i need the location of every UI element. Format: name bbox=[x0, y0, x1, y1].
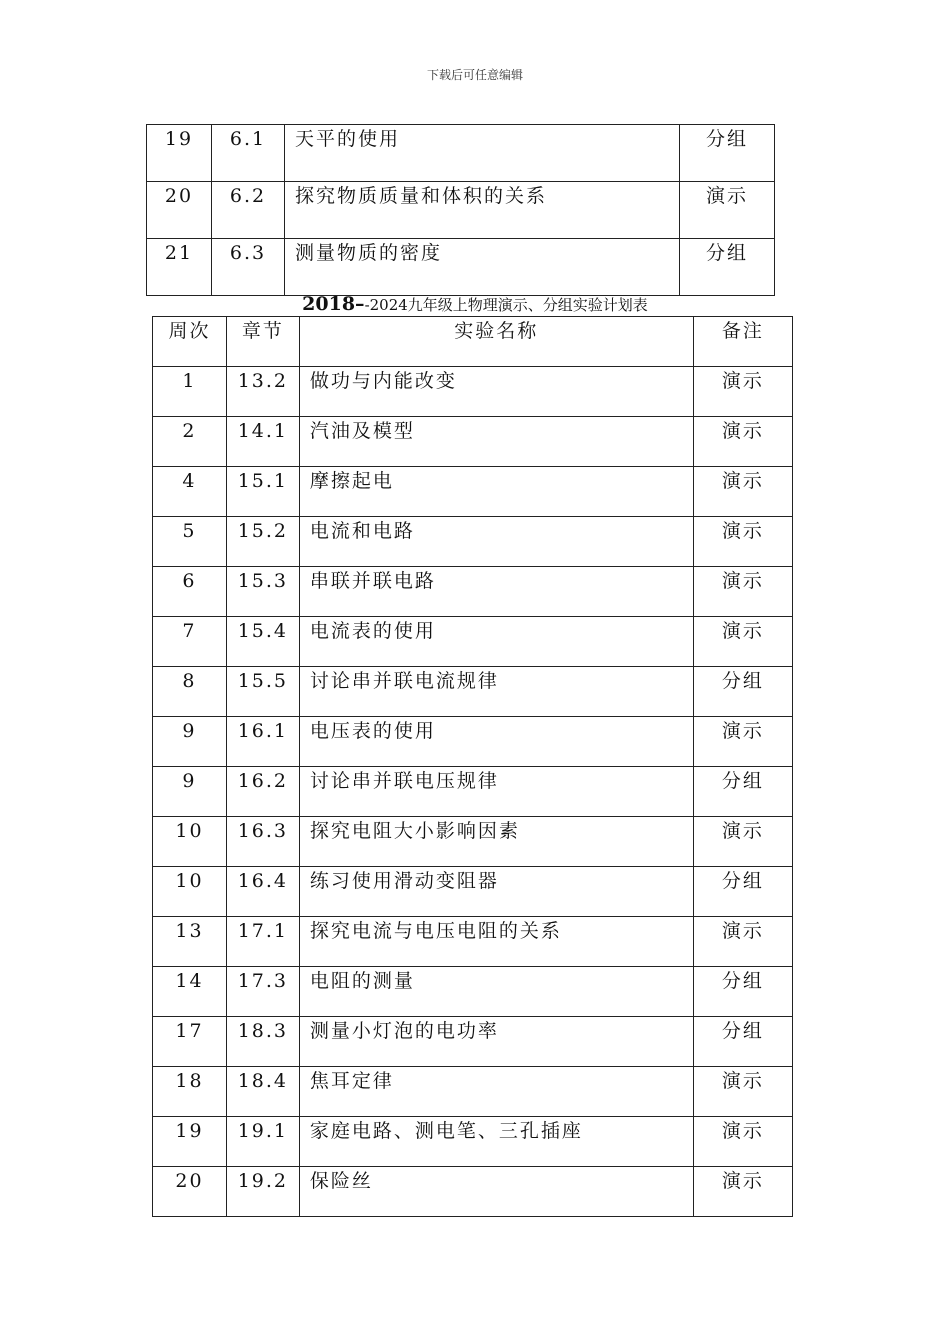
cell-chapter: 15.5 bbox=[226, 667, 299, 717]
cell-note: 演示 bbox=[693, 567, 792, 617]
cell-name: 天平的使用 bbox=[285, 125, 680, 182]
cell-name: 焦耳定律 bbox=[299, 1067, 693, 1117]
title-year: 2018– bbox=[302, 293, 365, 315]
table-row bbox=[153, 1017, 793, 1067]
table-row bbox=[153, 1067, 793, 1117]
table-row bbox=[153, 767, 793, 817]
cell-name: 探究电阻大小影响因素 bbox=[299, 817, 693, 867]
cell-name: 做功与内能改变 bbox=[299, 367, 693, 417]
header-chapter: 章节 bbox=[226, 317, 299, 367]
table-row bbox=[147, 239, 775, 296]
cell-week: 19 bbox=[153, 1117, 227, 1167]
cell-chapter: 16.1 bbox=[226, 717, 299, 767]
cell-chapter: 18.4 bbox=[226, 1067, 299, 1117]
cell-chapter: 16.2 bbox=[226, 767, 299, 817]
cell-chapter: 13.2 bbox=[226, 367, 299, 417]
cell-name: 电流表的使用 bbox=[299, 617, 693, 667]
cell-chapter: 18.3 bbox=[226, 1017, 299, 1067]
cell-note: 演示 bbox=[693, 367, 792, 417]
cell-week: 21 bbox=[147, 239, 212, 296]
cell-chapter: 15.4 bbox=[226, 617, 299, 667]
cell-week: 10 bbox=[153, 817, 227, 867]
table-row bbox=[153, 867, 793, 917]
cell-week: 20 bbox=[147, 182, 212, 239]
cell-note: 分组 bbox=[693, 667, 792, 717]
cell-week: 1 bbox=[153, 367, 227, 417]
table-row bbox=[153, 917, 793, 967]
cell-chapter: 16.3 bbox=[226, 817, 299, 867]
cell-name: 串联并联电路 bbox=[299, 567, 693, 617]
cell-name: 摩擦起电 bbox=[299, 467, 693, 517]
cell-week: 9 bbox=[153, 767, 227, 817]
cell-chapter: 15.2 bbox=[226, 517, 299, 567]
cell-chapter: 19.1 bbox=[226, 1117, 299, 1167]
table-row bbox=[153, 467, 793, 517]
table-row bbox=[153, 617, 793, 667]
table-row bbox=[153, 567, 793, 617]
cell-week: 13 bbox=[153, 917, 227, 967]
cell-week: 6 bbox=[153, 567, 227, 617]
cell-chapter: 17.3 bbox=[226, 967, 299, 1017]
cell-note: 分组 bbox=[680, 125, 775, 182]
cell-note: 分组 bbox=[693, 1017, 792, 1067]
table-row bbox=[153, 1117, 793, 1167]
cell-chapter: 15.1 bbox=[226, 467, 299, 517]
header-note: 下载后可任意编辑 bbox=[426, 68, 523, 82]
cell-name: 测量物质的密度 bbox=[285, 239, 680, 296]
continuation-table bbox=[146, 124, 775, 296]
experiment-plan-table bbox=[152, 316, 793, 1217]
cell-name: 电压表的使用 bbox=[299, 717, 693, 767]
cell-note: 演示 bbox=[693, 1167, 792, 1217]
cell-chapter: 14.1 bbox=[226, 417, 299, 467]
table-row bbox=[153, 817, 793, 867]
cell-chapter: 6.3 bbox=[212, 239, 285, 296]
cell-chapter: 6.2 bbox=[212, 182, 285, 239]
cell-name: 练习使用滑动变阻器 bbox=[299, 867, 693, 917]
cell-note: 演示 bbox=[693, 517, 792, 567]
cell-week: 17 bbox=[153, 1017, 227, 1067]
cell-week: 14 bbox=[153, 967, 227, 1017]
title-text: -2024九年级上物理演示、分组实验计划表 bbox=[364, 296, 648, 314]
cell-note: 演示 bbox=[680, 182, 775, 239]
cell-week: 8 bbox=[153, 667, 227, 717]
cell-week: 2 bbox=[153, 417, 227, 467]
table-row bbox=[153, 1167, 793, 1217]
cell-name: 探究电流与电压电阻的关系 bbox=[299, 917, 693, 967]
table-row bbox=[153, 367, 793, 417]
cell-note: 分组 bbox=[680, 239, 775, 296]
cell-week: 10 bbox=[153, 867, 227, 917]
table-row bbox=[147, 125, 775, 182]
cell-chapter: 15.3 bbox=[226, 567, 299, 617]
table-header-row bbox=[153, 317, 793, 367]
table-row bbox=[153, 717, 793, 767]
cell-name: 电流和电路 bbox=[299, 517, 693, 567]
document-title bbox=[0, 293, 950, 316]
cell-week: 20 bbox=[153, 1167, 227, 1217]
cell-week: 18 bbox=[153, 1067, 227, 1117]
table-row bbox=[153, 967, 793, 1017]
cell-note: 演示 bbox=[693, 1067, 792, 1117]
cell-chapter: 17.1 bbox=[226, 917, 299, 967]
cell-week: 7 bbox=[153, 617, 227, 667]
cell-week: 19 bbox=[147, 125, 212, 182]
cell-name: 保险丝 bbox=[299, 1167, 693, 1217]
cell-note: 演示 bbox=[693, 467, 792, 517]
cell-note: 分组 bbox=[693, 867, 792, 917]
cell-note: 演示 bbox=[693, 417, 792, 467]
cell-note: 演示 bbox=[693, 717, 792, 767]
header-note: 备注 bbox=[693, 317, 792, 367]
cell-name: 电阻的测量 bbox=[299, 967, 693, 1017]
cell-chapter: 6.1 bbox=[212, 125, 285, 182]
table-row bbox=[153, 667, 793, 717]
header-week: 周次 bbox=[153, 317, 227, 367]
cell-note: 演示 bbox=[693, 817, 792, 867]
cell-note: 分组 bbox=[693, 767, 792, 817]
cell-name: 讨论串并联电流规律 bbox=[299, 667, 693, 717]
cell-note: 演示 bbox=[693, 617, 792, 667]
cell-chapter: 16.4 bbox=[226, 867, 299, 917]
cell-name: 讨论串并联电压规律 bbox=[299, 767, 693, 817]
cell-note: 演示 bbox=[693, 1117, 792, 1167]
cell-name: 探究物质质量和体积的关系 bbox=[285, 182, 680, 239]
cell-note: 分组 bbox=[693, 967, 792, 1017]
cell-chapter: 19.2 bbox=[226, 1167, 299, 1217]
table-row bbox=[147, 182, 775, 239]
header-name: 实验名称 bbox=[299, 317, 693, 367]
table-row bbox=[153, 417, 793, 467]
cell-name: 测量小灯泡的电功率 bbox=[299, 1017, 693, 1067]
cell-week: 5 bbox=[153, 517, 227, 567]
cell-week: 9 bbox=[153, 717, 227, 767]
cell-week: 4 bbox=[153, 467, 227, 517]
cell-name: 家庭电路、测电笔、三孔插座 bbox=[299, 1117, 693, 1167]
cell-name: 汽油及模型 bbox=[299, 417, 693, 467]
table-row bbox=[153, 517, 793, 567]
cell-note: 演示 bbox=[693, 917, 792, 967]
